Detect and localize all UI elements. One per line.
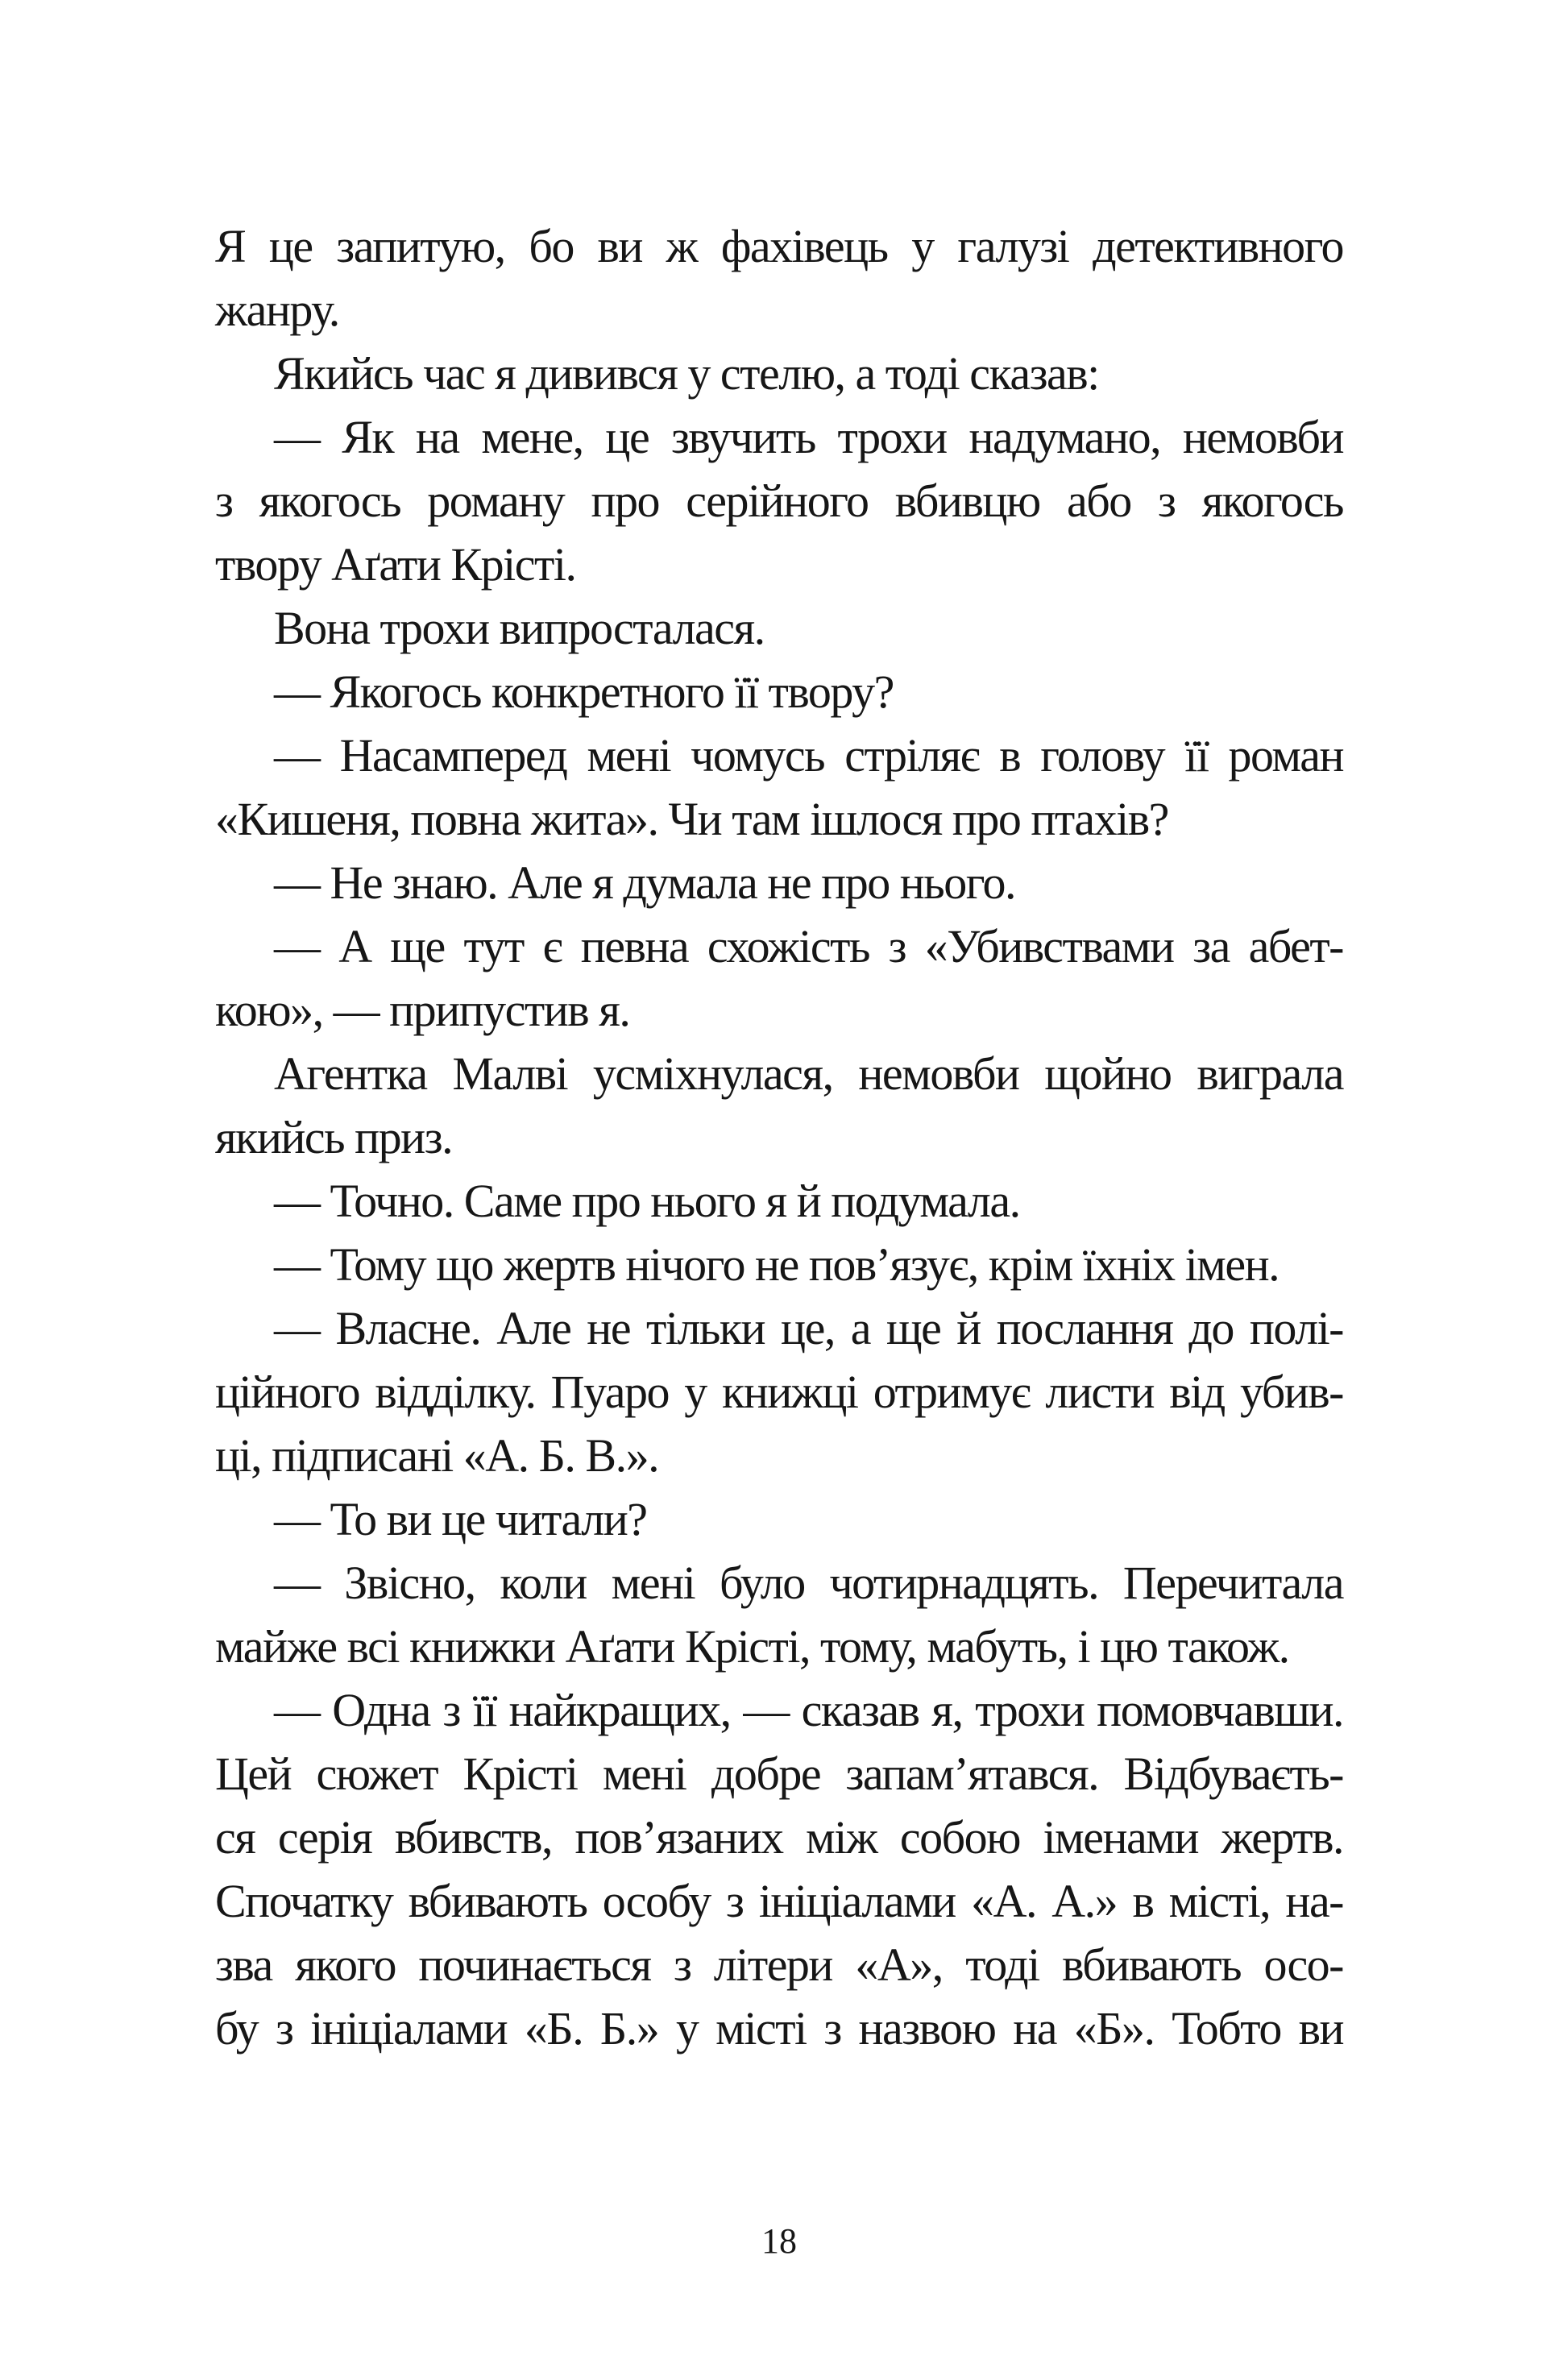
text-line: — Тому що жертв нічого не пов’язує, крім їхніх імен. (274, 1238, 1279, 1291)
text-line: Вона трохи випросталася. (274, 602, 765, 654)
text-block (215, 214, 1343, 2060)
text-line: жанру. (215, 284, 339, 336)
text-line: Цей сюжет Крісті мені добре запам’ятався. Відбуваєть- (215, 1748, 1343, 1800)
text-line: — То ви це читали? (274, 1493, 647, 1545)
text-line: — Насамперед мені чомусь стріляє в голову її роман (274, 729, 1343, 782)
text-line: бу з ініціалами «Б. Б.» у місті з назвою на «Б». Тобто ви (215, 2002, 1343, 2055)
text-line: — А ще тут є певна схожість з «Убивствами за абет- (274, 920, 1343, 972)
page-number: 18 (761, 2221, 797, 2261)
text-line: майже всі книжки Аґати Крісті, тому, мабуть, і цю також. (215, 1620, 1289, 1673)
text-line: ці, підписані «А. Б. В.». (215, 1429, 659, 1482)
text-line: зва якого починається з літери «А», тоді вбивають осо- (215, 1938, 1343, 1991)
text-line: ційного відділку. Пуаро у книжці отримує листи від убив- (215, 1366, 1343, 1418)
text-line: — Не знаю. Але я думала не про нього. (274, 856, 1016, 909)
text-line: кою», — припустив я. (215, 984, 630, 1036)
text-line: твору Аґати Крісті. (215, 538, 576, 591)
text-line: — Точно. Саме про нього я й подумала. (274, 1175, 1020, 1227)
text-line: ся серія вбивств, пов’язаних між собою іменами жертв. (215, 1811, 1343, 1864)
text-line: — Одна з її найкращих, — сказав я, трохи помовчавши. (274, 1684, 1343, 1736)
text-line: — Власне. Але не тільки це, а ще й послання до полі- (274, 1302, 1343, 1354)
text-line: якийсь приз. (215, 1111, 453, 1163)
text-line: «Кишеня, повна жита». Чи там ішлося про птахів? (215, 793, 1168, 845)
text-line: — Якогось конкретного її твору? (274, 665, 894, 718)
text-line: — Як на мене, це звучить трохи надумано, немовби (274, 411, 1343, 463)
text-line: з якогось роману про серійного вбивцю або з якогось (215, 475, 1343, 527)
text-line: — Звісно, коли мені було чотирнадцять. Перечитала (274, 1557, 1343, 1609)
text-line: Я це запитую, бо ви ж фахівець у галузі детективного (215, 220, 1343, 272)
text-line: Якийсь час я дивився у стелю, а тоді сказав: (274, 347, 1099, 400)
text-line: Спочатку вбивають особу з ініціалами «А. А.» в місті, на- (215, 1875, 1343, 1927)
text-line: Агентка Малві усміхнулася, немовби щойно виграла (274, 1047, 1343, 1100)
